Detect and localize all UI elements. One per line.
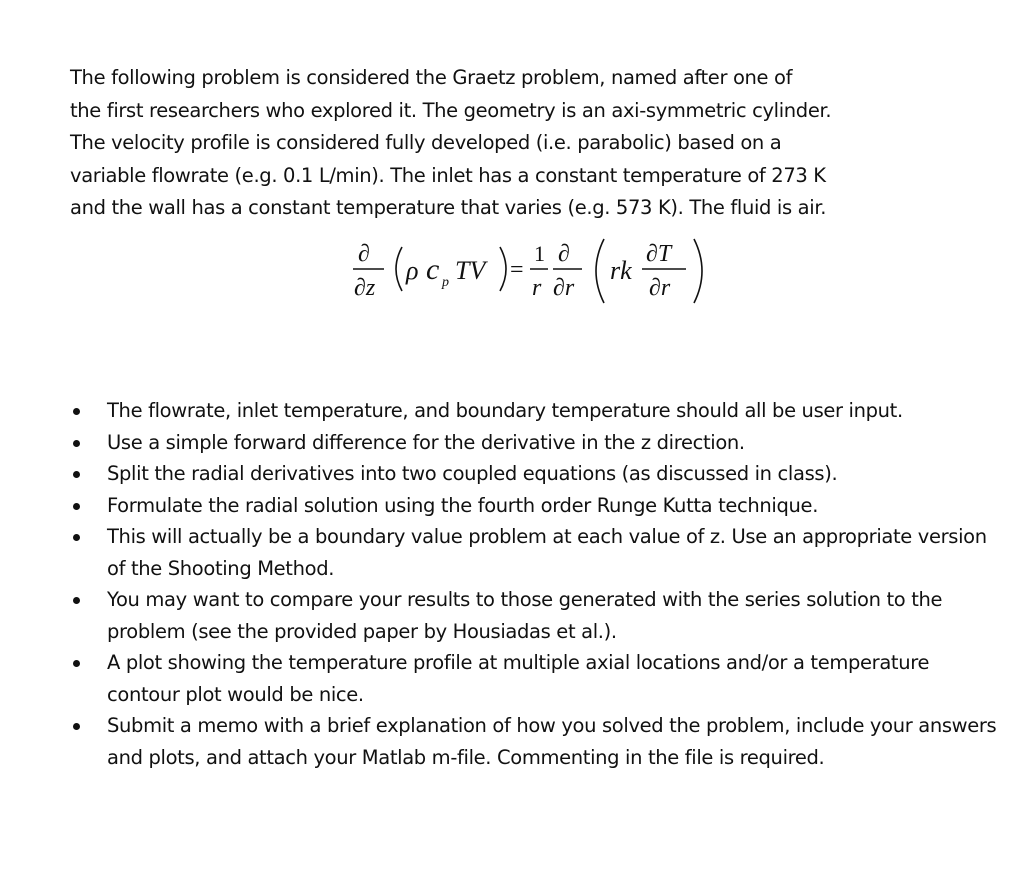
bullet-icon bbox=[73, 723, 80, 730]
list-item-text: Split the radial derivatives into two coupled equations (as discussed in class). bbox=[107, 462, 838, 485]
list-item-text: Submit a memo with a brief explanation of how you solved the problem, include your answers and plots, and attach your Matlab m-file. Commenting in the file is required. bbox=[107, 714, 997, 769]
equals-sign: = bbox=[510, 256, 524, 283]
intro-line: variable flowrate (e.g. 0.1 L/min). The inlet has a constant temperature of 273 K bbox=[70, 163, 826, 187]
c-symbol: c bbox=[426, 252, 440, 286]
p-subscript: p bbox=[442, 274, 449, 290]
rhs-close-paren bbox=[694, 239, 702, 303]
list-item-text: Use a simple forward difference for the derivative in the z direction. bbox=[107, 430, 745, 454]
intro-paragraph bbox=[70, 62, 1005, 225]
requirements-list bbox=[70, 395, 1005, 773]
intro-line: the first researchers who explored it. The geometry is an axi-symmetric cylinder. bbox=[70, 98, 832, 122]
list-item bbox=[70, 490, 1005, 522]
intro-line: The following problem is considered the Graetz problem, named after one of bbox=[70, 66, 793, 89]
list-item bbox=[70, 521, 1005, 584]
list-item bbox=[70, 647, 1005, 710]
bullet-icon bbox=[73, 534, 80, 541]
bullet-icon bbox=[73, 440, 80, 447]
tv-symbols: TV bbox=[455, 255, 486, 285]
list-item bbox=[70, 584, 1005, 647]
lhs-close-paren bbox=[500, 247, 506, 291]
rho-symbol: ρ bbox=[406, 255, 419, 285]
rhs-partial-den: ∂r bbox=[553, 274, 575, 301]
bullet-icon bbox=[73, 471, 80, 478]
rk-symbols: rk bbox=[610, 255, 632, 285]
bullet-icon bbox=[73, 660, 80, 667]
list-item bbox=[70, 427, 1005, 459]
list-item bbox=[70, 458, 1005, 490]
list-item-text: Formulate the radial solution using the fourth order Runge Kutta technique. bbox=[107, 493, 819, 517]
r-denominator: r bbox=[532, 274, 542, 301]
bullet-icon bbox=[73, 503, 80, 510]
list-item-text: This will actually be a boundary value problem at each value of z. Use an appropriate version of the Shooting Method. bbox=[107, 525, 987, 580]
list-item-text: A plot showing the temperature profile at multiple axial locations and/or a temperature contour plot would be nice. bbox=[107, 651, 930, 706]
intro-line: The velocity profile is considered fully developed (i.e. parabolic) based on a bbox=[70, 131, 782, 154]
list-item-text: You may want to compare your results to those generated with the series solution to the problem (see the provided paper by Housiadas et al.). bbox=[107, 588, 943, 643]
equation-svg bbox=[340, 229, 740, 319]
dT-denominator: ∂r bbox=[649, 274, 671, 301]
one-numerator: 1 bbox=[534, 240, 545, 266]
intro-line: and the wall has a constant temperature that varies (e.g. 573 K). The fluid is air. bbox=[70, 196, 827, 219]
rhs-open-paren bbox=[596, 239, 604, 303]
list-item bbox=[70, 710, 1005, 773]
bullet-icon bbox=[73, 408, 80, 415]
rhs-partial-num: ∂ bbox=[558, 240, 570, 267]
dT-numerator: ∂T bbox=[646, 240, 672, 267]
document bbox=[70, 62, 1005, 769]
lhs-partial-num: ∂ bbox=[358, 240, 370, 267]
lhs-partial-den: ∂z bbox=[354, 274, 376, 301]
bullet-icon bbox=[73, 597, 80, 604]
list-item bbox=[70, 395, 1005, 427]
list-item-text: The flowrate, inlet temperature, and boundary temperature should all be user input. bbox=[107, 399, 903, 422]
lhs-open-paren bbox=[396, 247, 402, 291]
graetz-equation bbox=[70, 229, 1005, 319]
